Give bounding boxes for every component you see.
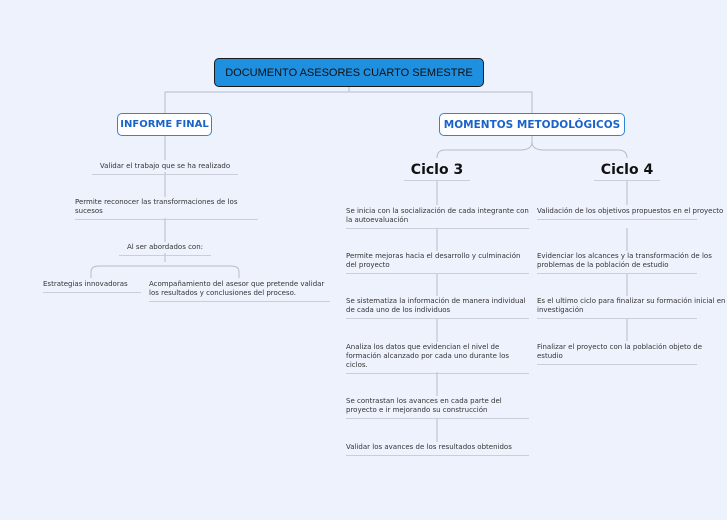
informe-split-connector: [91, 266, 239, 278]
informe-sub-item-1[interactable]: Estrategias innovadoras: [43, 280, 141, 293]
momentos-label: MOMENTOS METODOLÓGICOS: [443, 118, 621, 131]
root-label: DOCUMENTO ASESORES CUARTO SEMESTRE: [225, 66, 473, 79]
ciclo4-item-3-text: Es el ultimo ciclo para finalizar su formación inicial en investigación: [537, 297, 726, 314]
root-node[interactable]: [214, 58, 484, 87]
ciclo4-item-1-text: Validación de los objetivos propuestos en el proyecto: [537, 207, 724, 215]
ciclo3-item-5[interactable]: Se contrastan los avances en cada parte del proyecto e ir mejorando su construcción: [346, 397, 529, 419]
informe-item-2[interactable]: Permite reconocer las transformaciones de los sucesos: [75, 198, 258, 220]
ciclo4-connector: [532, 136, 627, 158]
informe-final-label: INFORME FINAL: [120, 119, 209, 130]
ciclo-4-node[interactable]: Ciclo 4: [594, 162, 660, 181]
ciclo3-item-6[interactable]: Validar los avances de los resultados obtenidos: [346, 443, 529, 456]
informe-item-1[interactable]: Validar el trabajo que se ha realizado: [92, 162, 238, 175]
informe-final-node[interactable]: [117, 113, 212, 136]
ciclo4-item-4-text: Finalizar el proyecto con la población objeto de estudio: [537, 343, 702, 360]
ciclo3-item-2[interactable]: Permite mejoras hacia el desarrollo y culminación del proyecto: [346, 252, 529, 274]
ciclo-3-node[interactable]: Ciclo 3: [404, 162, 470, 181]
root-connector: [165, 87, 532, 113]
ciclo3-item-1[interactable]: Se inicia con la socialización de cada integrante con la autoevaluación: [346, 207, 529, 229]
ciclo4-item-1[interactable]: [537, 207, 724, 220]
momentos-metodologicos-node[interactable]: [439, 113, 625, 136]
informe-sub-item-2[interactable]: Acompañamiento del asesor que pretende validar los resultados y conclusiones del proceso.: [149, 280, 330, 302]
ciclo4-item-4[interactable]: [537, 343, 702, 365]
ciclo4-item-2[interactable]: [537, 252, 712, 274]
ciclo4-item-2-text: Evidenciar los alcances y la transformación de los problemas de la población de estudio: [537, 252, 712, 269]
ciclo3-item-3[interactable]: Se sistematiza la información de manera individual de cada uno de los individuos: [346, 297, 529, 319]
ciclo4-item-3[interactable]: [537, 297, 726, 319]
informe-item-3[interactable]: Al ser abordados con:: [119, 243, 211, 256]
ciclo3-item-4[interactable]: Analiza los datos que evidencian el nivel de formación alcanzado por cada uno durante los ciclos.: [346, 343, 529, 374]
ciclo3-connector: [437, 136, 532, 158]
